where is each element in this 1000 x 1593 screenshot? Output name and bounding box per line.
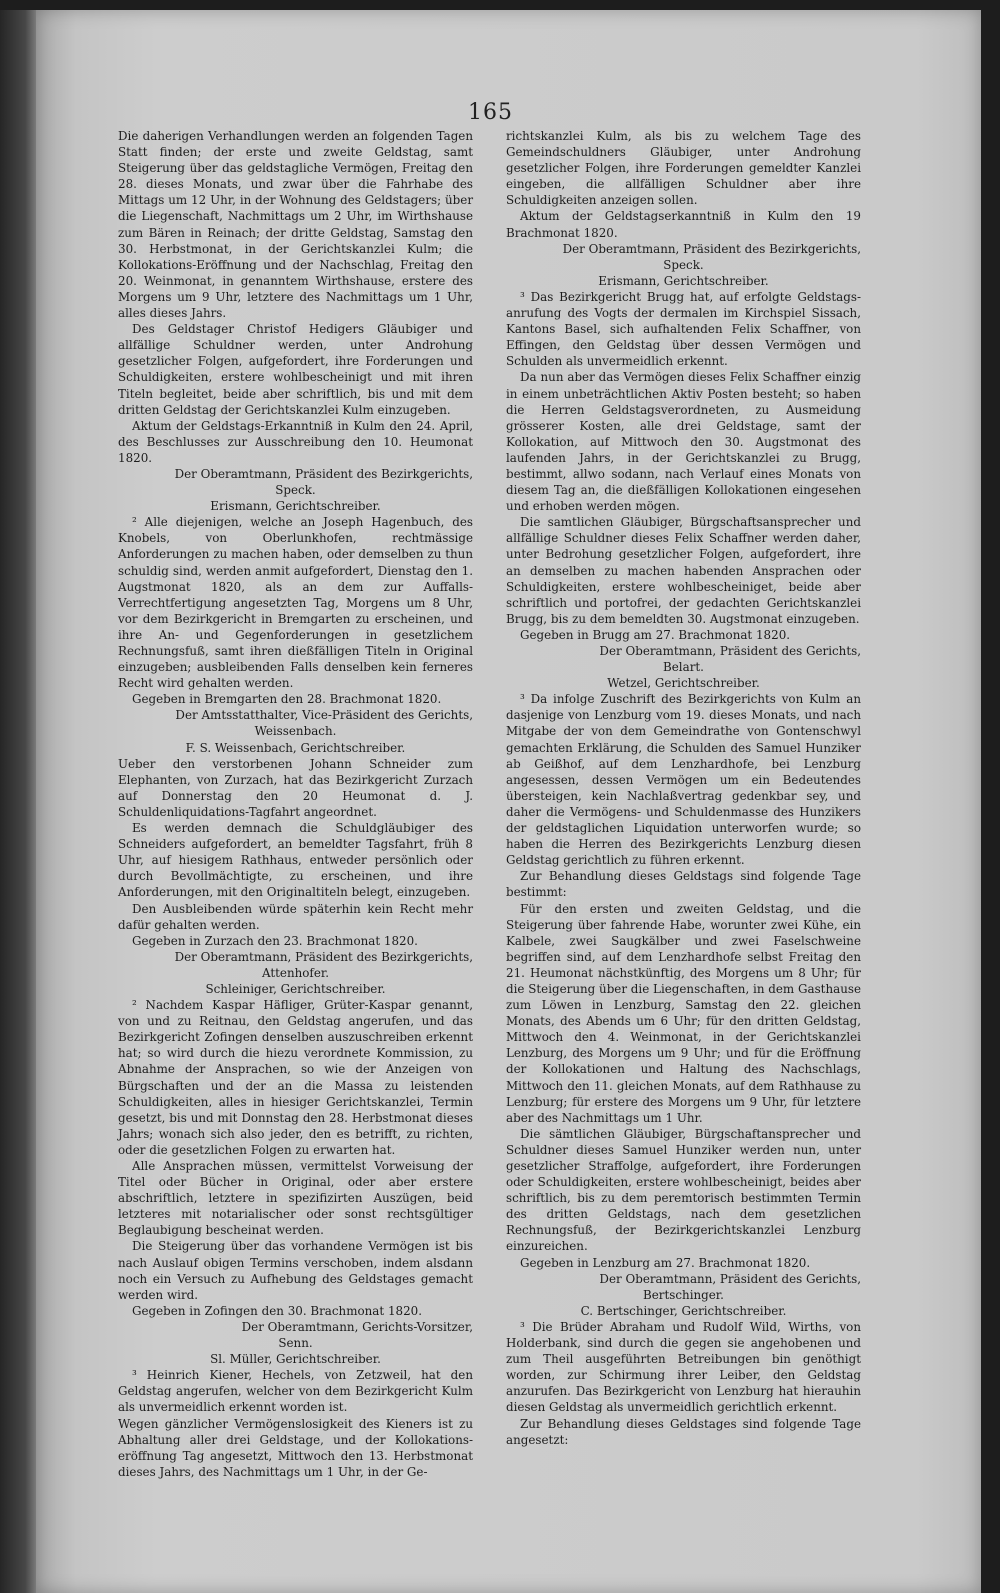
paragraph: Der Oberamtmann, Präsident des Bezirkgerichts,	[562, 241, 861, 256]
paragraph: ³ Das Bezirkgericht Brugg hat, auf erfolgte Geldstags-anrufung des Vogts der dermalen im Kirchspiel Sissach, Kantons Basel, sich aufhaltenden Felix Schaffner, von Effingen, den Geldstag über dessen Vermögen und Schulden als unvermeidlich erkennt.	[506, 289, 861, 369]
paragraph: Erismann, Gerichtschreiber.	[210, 499, 381, 514]
paragraph: Der Amtsstatthalter, Vice-Präsident des Gerichts,	[175, 708, 473, 723]
paragraph: Sl. Müller, Gerichtschreiber.	[210, 1352, 381, 1367]
paragraph: Gegeben in Lenzburg am 27. Brachmonat 1820.	[520, 1255, 811, 1270]
paragraph: Des Geldstager Christof Hedigers Gläubiger und allfällige Schuldner werden, unter Androhung gesetzlicher Folgen, aufgefordert, ihre Forderungen und Schuldigkeiten, erstere wohlbescheinigt und mit ihren Titeln begleitet, beide aber schriftlich, bis und mit dem dritten Geldstag der Gerichtskanzlei Kulm einzugeben.	[118, 322, 473, 417]
paragraph: Wetzel, Gerichtschreiber.	[607, 676, 760, 691]
paragraph: Die daherigen Verhandlungen werden an folgenden Tagen Statt finden; der erste und zweite Geldstag, samt Steigerung über das geldstagliche Vermögen, Freitag den 28. dieses Monats, und zwar über die Fahrhabe des Mittags um 12 Uhr, in der Wohnung des Geldstagers; über die Liegenschaft, Nachmittags um 2 Uhr, im Wirthshause zum Bären in Reinach; der dritte Geldstag, Samstag den 30. Herbstmonat, in der Gerichtskanzlei Kulm; die Kollokations-Eröffnung und der Nachschlag, Freitag den 20. Weinmonat, in genanntem Wirthshause, erstere des Morgens um 9 Uhr, letztere des Nachmittags um 1 Uhr, alles dieses Jahrs.	[118, 129, 473, 321]
page-number: 165	[468, 100, 513, 125]
paragraph: Speck.	[663, 257, 704, 272]
paragraph: richtskanzlei Kulm, als bis zu welchem Tage des Gemeindschuldners Gläubiger, unter Androhung gesetzlicher Folgen, ihre Forderungen gemeldter Kanzlei eingeben, die allfälligen Schuldner aber ihre Schuldigkeiten anzeigen sollen.	[506, 129, 861, 208]
paragraph: ³ Heinrich Kiener, Hechels, von Zetzweil, hat den Geldstag angerufen, welcher von dem Bezirkgericht Kulm als unvermeidlich erkennt worden ist.	[118, 1368, 473, 1415]
right-column	[506, 128, 861, 1448]
paragraph: Gegeben in Brugg am 27. Brachmonat 1820.	[520, 627, 791, 642]
paragraph: ³ Die Brüder Abraham und Rudolf Wild, Wirths, von Holderbank, sind durch die gegen sie angehobenen und zum Theil ausgeführten Betreibungen bin genöthigt worden, zur Schirmung ihrer Leiber, den Geldstag anzurufen. Das Bezirkgericht von Lenzburg hat hierauhin diesen Geldstag als unvermeidlich gerichtlich erkennt.	[506, 1319, 861, 1415]
paragraph: Schleiniger, Gerichtschreiber.	[205, 981, 386, 996]
paragraph: F. S. Weissenbach, Gerichtschreiber.	[185, 740, 406, 755]
paragraph: Weissenbach.	[254, 724, 337, 739]
paragraph: Der Oberamtmann, Präsident des Bezirkgerichts,	[174, 466, 473, 481]
paragraph: Speck.	[275, 483, 316, 498]
paragraph: C. Bertschinger, Gerichtschreiber.	[580, 1303, 787, 1318]
left-column	[118, 128, 473, 1480]
paragraph: ² Nachdem Kaspar Häfliger, Grüter-Kaspar genannt, von und zu Reitnau, den Geldstag angerufen, und das Bezirkgericht Zofingen denselben auszuschreiben erkennt hat; so wird durch die hiezu verordnete Kommission, zu Abnahme der Ansprachen, so wie der Anzeigen von Bürgschaften und der an die Massa zu leistenden Schuldigkeiten, alles in hiesiger Gerichtskanzlei, Termin gesetzt, bis und mit Donnstag den 28. Herbstmonat dieses Jahrs; wonach sich also jeder, den es betrifft, zu richten, oder die gesetzlichen Folgen zu erwarten hat.	[118, 998, 473, 1157]
paragraph: Der Oberamtmann, Präsident des Gerichts,	[599, 1271, 861, 1286]
paragraph: ² Alle diejenigen, welche an Joseph Hagenbuch, des Knobels, von Oberlunkhofen, rechtmässige Anforderungen zu machen haben, oder demselben zu thun schuldig sind, werden anmit aufgefordert, Dienstag den 1. Augstmonat 1820, als an dem zur Auffalls-Verrechtfertigung angesetzten Tag, Morgens um 8 Uhr, vor dem Bezirkgericht in Bremgarten zu erscheinen, und ihre An- und Gegenforderungen in gesetzlichem Rechnungsfuß, samt ihren dießfälligen Titeln in Original einzugeben; ausbleibenden Falls denselben kein ferneres Recht wird gehalten werden.	[118, 515, 473, 691]
paragraph: Gegeben in Zurzach den 23. Brachmonat 1820.	[132, 933, 418, 948]
paragraph: Für den ersten und zweiten Geldstag, und die Steigerung über fahrende Habe, worunter zwei Kühe, ein Kalbele, zwei Saugkälber und zwei Faselschweine begriffen sind, auf dem Lenzhardhofe selbst Freitag den 21. Heumonat nächstkünftig, des Morgens um 8 Uhr; für die Steigerung über die Liegenschaften, in dem Gasthause zum Löwen in Lenzburg, Samstag den 22. gleichen Monats, des Abends um 6 Uhr; für den dritten Geldstag, Mittwoch den 4. Weinmonat, in der Gerichtskanzlei Lenzburg, des Morgens um 9 Uhr; und für die Eröffnung der Kollokationen und Haltung des Nachschlags, Mittwoch den 11. gleichen Monats, auf dem Rathhause zu Lenzburg; für erstere des Morgens um 9 Uhr, für letztere aber des Nachmittags um 1 Uhr.	[506, 901, 861, 1125]
paragraph: Da nun aber das Vermögen dieses Felix Schaffner einzig in einem unbeträchtlichen Aktiv Posten besteht; so haben die Herren Geldstagsverordneten, zu Ausmeidung grösserer Kosten, alle drei Geldstage, samt der Kollokation, auf Mittwoch den 30. Augstmonat des laufenden Jahrs, in der Gerichtskanzlei zu Brugg, bestimmt, allwo sodann, nach Verlauf eines Monats von diesem Tag an, die dießfälligen Kollokationen eingesehen und erhoben werden mögen.	[506, 370, 861, 514]
paragraph: Ueber den verstorbenen Johann Schneider zum Elephanten, von Zurzach, hat das Bezirkgericht Zurzach auf Donnerstag den 20 Heumonat d. J. Schuldenliquidations-Tagfahrt angeordnet.	[118, 756, 473, 819]
paragraph: Zur Behandlung dieses Geldstags sind folgende Tage bestimmt:	[506, 869, 861, 900]
paragraph: Aktum der Geldstags-Erkanntniß in Kulm den 24. April, des Beschlusses zur Ausschreibung den 10. Heumonat 1820.	[118, 418, 473, 465]
paragraph: Der Oberamtmann, Gerichts-Vorsitzer,	[241, 1319, 473, 1334]
paragraph: Der Oberamtmann, Präsident des Bezirkgerichts,	[174, 949, 473, 964]
paragraph: ³ Da infolge Zuschrift des Bezirkgerichts von Kulm an dasjenige von Lenzburg vom 19. dieses Monats, und nach Mitgabe der von dem Gemeindrathe von Gontenschwyl gemachten Erklärung, die Schulden des Samuel Hunziker ab Geißhof, auf dem Lenzhardhofe, bei Lenzburg angesessen, dessen Vermögen um ein Bedeutendes übersteigen, kein Nachlaßvertrag gedenkbar sey, und daher die Vermögens- und Schuldenmasse des Hunzikers der geldstaglichen Liquidation unterworfen wurde; so haben die Herren des Bezirkgerichts Lenzburg diesen Geldstag gerichtlich zu führen erkennt.	[506, 692, 861, 868]
paragraph: Die Steigerung über das vorhandene Vermögen ist bis nach Auslauf obigen Termins verschoben, indem alsdann noch ein Versuch zu Aufhebung des Geldstages gemacht werden wird.	[118, 1239, 473, 1302]
paragraph: Die samtlichen Gläubiger, Bürgschaftsansprecher und allfällige Schuldner dieses Felix Schaffner werden daher, unter Bedrohung gesetzlicher Folgen, aufgefordert, ihre an demselben zu machen habenden Ansprachen oder Schuldigkeiten, erstere wohlbescheiniget, beide aber schriftlich und portofrei, der gedachten Gerichtskanzlei Brugg, bis zu dem bemeldten 30. Augstmonat einzugeben.	[506, 515, 861, 626]
paragraph: Belart.	[663, 660, 704, 675]
paragraph: Attenhofer.	[261, 965, 330, 980]
paragraph: Gegeben in Zofingen den 30. Brachmonat 1820.	[132, 1303, 422, 1318]
paragraph: Die sämtlichen Gläubiger, Bürgschaftansprecher und Schuldner dieses Samuel Hunziker werden nun, unter gesetzlicher Straffolge, aufgefordert, ihre Forderungen oder Schuldigkeiten, erstere wohlbescheinigt, beides aber schriftlich, bis zu dem peremtorisch bestimmten Termin des dritten Geldstags, nach dem gesetzlichen Rechnungsfuß, der Bezirkgerichtskanzlei Lenzburg einzureichen.	[506, 1126, 861, 1254]
paragraph: Erismann, Gerichtschreiber.	[598, 273, 769, 288]
paragraph: Den Ausbleibenden würde späterhin kein Recht mehr dafür gehalten werden.	[118, 901, 473, 932]
paragraph: Es werden demnach die Schuldgläubiger des Schneiders aufgefordert, an bemeldter Tagsfahrt, früh 8 Uhr, auf hiesigem Rathhaus, entweder persönlich oder durch Bevollmächtigte, zu erscheinen, und ihre Anforderungen, mit den Originaltiteln belegt, einzugeben.	[118, 821, 473, 900]
paragraph: Senn.	[278, 1336, 313, 1351]
paragraph: Alle Ansprachen müssen, vermittelst Vorweisung der Titel oder Bücher in Original, oder aber erstere abschriftlich, letztere in spezifizirten Auszügen, beid letzteres mit notarialischer oder sonst rechtsgültiger Beglaubigung bescheinat werden.	[118, 1159, 473, 1238]
paragraph: Wegen gänzlicher Vermögenslosigkeit des Kieners ist zu Abhaltung aller drei Geldstage, und der Kollokations-eröffnung Tag angesetzt, Mittwoch den 13. Herbstmonat dieses Jahrs, des Nachmittags um 1 Uhr, in der Ge-	[118, 1416, 473, 1479]
paragraph: Gegeben in Bremgarten den 28. Brachmonat 1820.	[132, 692, 442, 707]
book-gutter	[0, 10, 36, 1593]
paragraph: Bertschinger.	[643, 1287, 724, 1302]
paragraph: Zur Behandlung dieses Geldstages sind folgende Tage angesetzt:	[506, 1416, 861, 1447]
paragraph: Der Oberamtmann, Präsident des Gerichts,	[599, 644, 861, 658]
paragraph: Aktum der Geldstagserkanntniß in Kulm den 19 Brachmonat 1820.	[506, 209, 861, 240]
